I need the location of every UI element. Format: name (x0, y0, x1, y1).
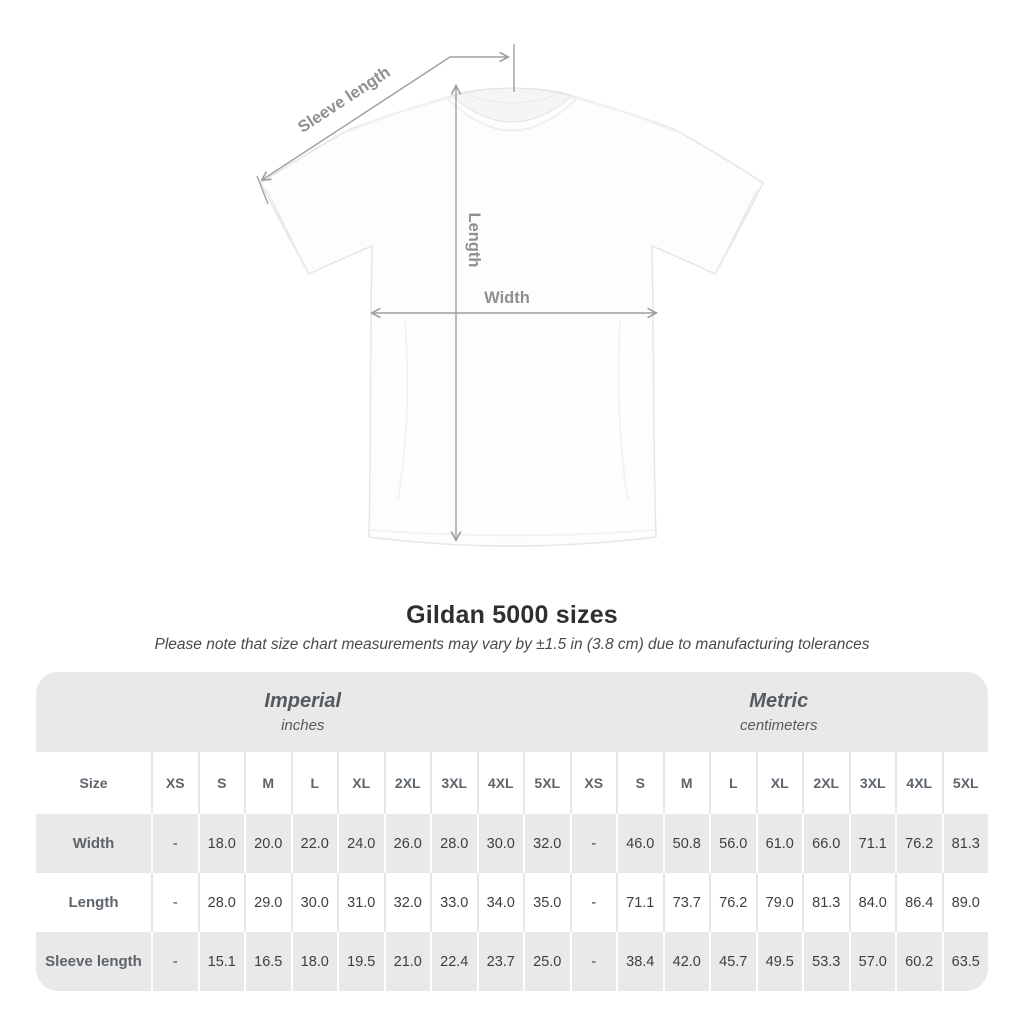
col-header-metric-2xl: 2XL (802, 752, 849, 814)
page-subtitle: Please note that size chart measurements may vary by ±1.5 in (3.8 cm) due to manufacturing tolerances (154, 636, 870, 653)
size-corner-header: Size (36, 752, 151, 814)
cell-imperial-s: 15.1 (198, 932, 245, 991)
cell-metric-xs: - (570, 932, 617, 991)
cell-imperial-5xl: 25.0 (523, 932, 570, 991)
col-header-imperial-4xl: 4XL (477, 752, 524, 814)
cell-metric-xl: 79.0 (756, 873, 803, 932)
cell-imperial-3xl: 33.0 (430, 873, 477, 932)
size-table-body (36, 672, 988, 991)
cell-imperial-l: 30.0 (291, 873, 338, 932)
col-header-metric-3xl: 3XL (849, 752, 896, 814)
cell-metric-s: 71.1 (616, 873, 663, 932)
cell-imperial-xs: - (151, 814, 198, 873)
col-header-imperial-3xl: 3XL (430, 752, 477, 814)
cell-metric-l: 76.2 (709, 873, 756, 932)
unit-band-row (36, 672, 988, 752)
table-row-length (36, 873, 988, 932)
cell-metric-2xl: 81.3 (802, 873, 849, 932)
cell-metric-m: 73.7 (663, 873, 710, 932)
page-title: Gildan 5000 sizes (406, 601, 618, 629)
tshirt-illustration (261, 88, 763, 546)
cell-imperial-3xl: 28.0 (430, 814, 477, 873)
cell-metric-5xl: 63.5 (942, 932, 989, 991)
cell-metric-s: 38.4 (616, 932, 663, 991)
metric-unit: centimeters (739, 717, 818, 734)
imperial-label: Imperial (264, 690, 342, 712)
cell-imperial-xs: - (151, 873, 198, 932)
col-header-metric-4xl: 4XL (895, 752, 942, 814)
cell-metric-m: 42.0 (663, 932, 710, 991)
cell-metric-4xl: 86.4 (895, 873, 942, 932)
size-header-row (36, 752, 988, 814)
cell-imperial-m: 16.5 (244, 932, 291, 991)
row-label: Width (36, 814, 151, 873)
cell-metric-4xl: 60.2 (895, 932, 942, 991)
cell-imperial-xl: 31.0 (337, 873, 384, 932)
cell-imperial-l: 18.0 (291, 932, 338, 991)
cell-metric-5xl: 89.0 (942, 873, 989, 932)
col-header-metric-xl: XL (756, 752, 803, 814)
col-header-metric-xs: XS (570, 752, 617, 814)
cell-imperial-4xl: 30.0 (477, 814, 524, 873)
cell-imperial-3xl: 22.4 (430, 932, 477, 991)
length-label: Length (465, 212, 483, 268)
cell-imperial-s: 28.0 (198, 873, 245, 932)
cell-metric-3xl: 57.0 (849, 932, 896, 991)
cell-imperial-5xl: 35.0 (523, 873, 570, 932)
tshirt-body (261, 89, 763, 547)
cell-metric-xs: - (570, 814, 617, 873)
cell-imperial-xl: 19.5 (337, 932, 384, 991)
cell-metric-3xl: 71.1 (849, 814, 896, 873)
metric-label: Metric (749, 690, 809, 712)
row-label: Sleeve length (36, 932, 151, 991)
col-header-imperial-l: L (291, 752, 338, 814)
cell-metric-xl: 61.0 (756, 814, 803, 873)
cell-metric-l: 45.7 (709, 932, 756, 991)
cell-imperial-4xl: 34.0 (477, 873, 524, 932)
cell-imperial-2xl: 21.0 (384, 932, 431, 991)
cell-metric-2xl: 66.0 (802, 814, 849, 873)
table-row-sleeve-length (36, 932, 988, 991)
col-header-metric-l: L (709, 752, 756, 814)
imperial-unit: inches (281, 717, 325, 734)
cell-imperial-2xl: 32.0 (384, 873, 431, 932)
col-header-metric-5xl: 5XL (942, 752, 989, 814)
cell-metric-3xl: 84.0 (849, 873, 896, 932)
cell-imperial-m: 20.0 (244, 814, 291, 873)
col-header-imperial-xl: XL (337, 752, 384, 814)
size-chart (36, 672, 988, 991)
size-table (36, 672, 988, 991)
cell-metric-m: 50.8 (663, 814, 710, 873)
cell-metric-l: 56.0 (709, 814, 756, 873)
col-header-imperial-s: S (198, 752, 245, 814)
cell-metric-s: 46.0 (616, 814, 663, 873)
width-label: Width (484, 289, 530, 307)
col-header-metric-m: M (663, 752, 710, 814)
col-header-imperial-xs: XS (151, 752, 198, 814)
sleeve-length-label: Sleeve length (294, 63, 394, 137)
cell-imperial-5xl: 32.0 (523, 814, 570, 873)
col-header-imperial-m: M (244, 752, 291, 814)
cell-imperial-s: 18.0 (198, 814, 245, 873)
cell-imperial-2xl: 26.0 (384, 814, 431, 873)
cell-imperial-xl: 24.0 (337, 814, 384, 873)
table-row-width (36, 814, 988, 873)
cell-imperial-m: 29.0 (244, 873, 291, 932)
cell-metric-2xl: 53.3 (802, 932, 849, 991)
imperial-band (36, 672, 570, 752)
cell-metric-xs: - (570, 873, 617, 932)
cell-metric-xl: 49.5 (756, 932, 803, 991)
col-header-imperial-2xl: 2XL (384, 752, 431, 814)
metric-band (570, 672, 989, 752)
cell-metric-4xl: 76.2 (895, 814, 942, 873)
row-label: Length (36, 873, 151, 932)
cell-imperial-l: 22.0 (291, 814, 338, 873)
col-header-metric-s: S (616, 752, 663, 814)
col-header-imperial-5xl: 5XL (523, 752, 570, 814)
cell-imperial-xs: - (151, 932, 198, 991)
cell-metric-5xl: 81.3 (942, 814, 989, 873)
cell-imperial-4xl: 23.7 (477, 932, 524, 991)
